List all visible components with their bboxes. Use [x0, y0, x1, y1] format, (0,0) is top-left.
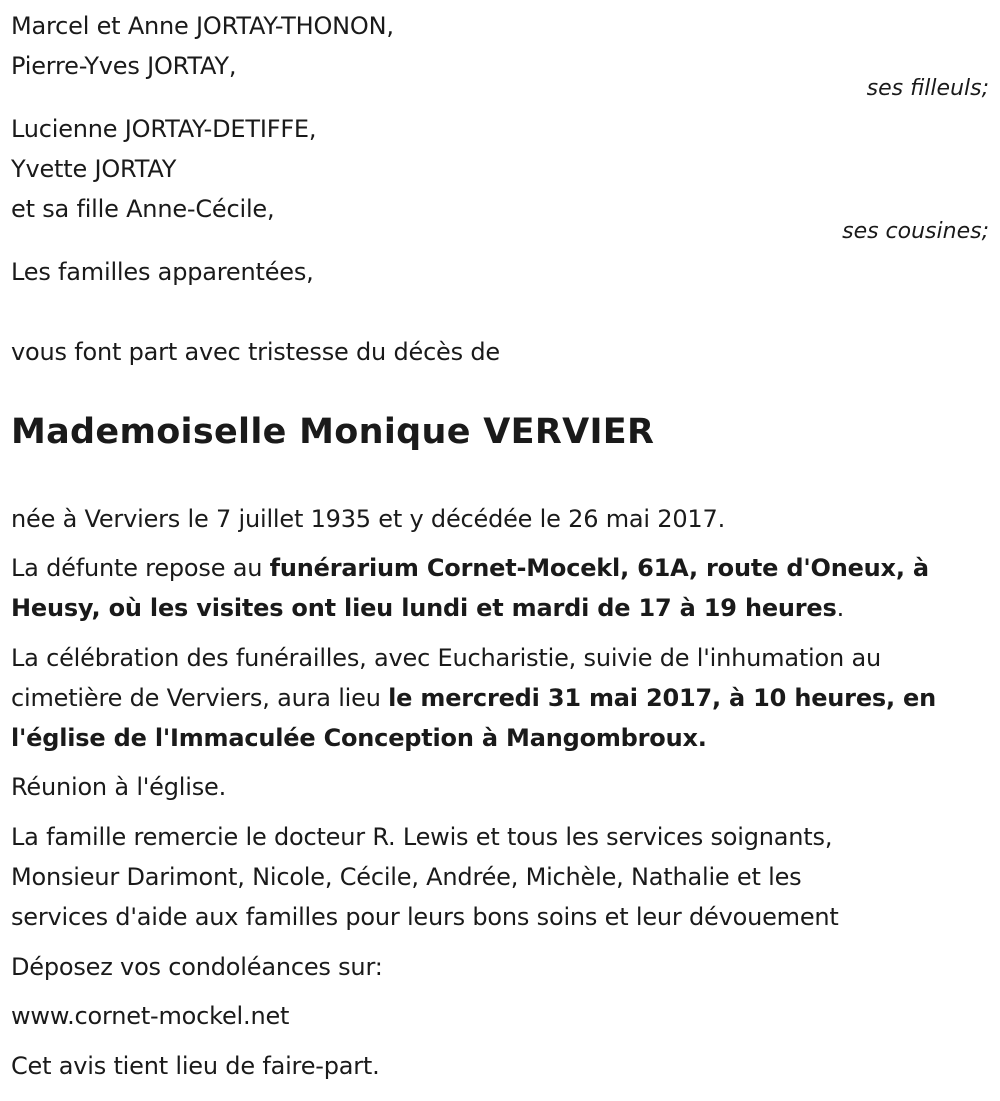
announcer-line-4: Yvette JORTAY	[11, 155, 177, 183]
ceremony-date: le mercredi 31 mai 2017, à 10 heures, en	[388, 684, 937, 712]
role-cousins: ses cousines;	[842, 219, 989, 244]
announcer-line-3: Lucienne JORTAY-DETIFFE,	[11, 115, 317, 143]
ceremony-place: l'église de l'Immaculée Conception à Mangombroux.	[11, 724, 707, 752]
repose-prefix: La défunte repose au	[11, 554, 270, 582]
thanks-line-3: services d'aide aux familles pour leurs bons soins et leur dévouement	[11, 903, 839, 931]
repose-line-1	[11, 548, 929, 588]
condolences-line: Déposez vos condoléances sur:	[11, 953, 383, 981]
announcer-line-1: Marcel et Anne JORTAY-THONON,	[11, 12, 394, 40]
website-link[interactable]: www.cornet-mockel.net	[11, 1002, 290, 1030]
repose-suffix: .	[836, 594, 845, 622]
thanks-line-2: Monsieur Darimont, Nicole, Cécile, Andrée, Michèle, Nathalie et les	[11, 863, 802, 891]
announcer-line-6: Les familles apparentées,	[11, 258, 314, 286]
intro-text: vous font part avec tristesse du décès de	[11, 338, 500, 366]
ceremony-line-1: La célébration des funérailles, avec Eucharistie, suivie de l'inhumation au	[11, 644, 881, 672]
closing-line: Cet avis tient lieu de faire-part.	[11, 1052, 380, 1080]
reunion-line: Réunion à l'église.	[11, 773, 227, 801]
ceremony-line-2	[11, 678, 936, 718]
thanks-line-1: La famille remercie le docteur R. Lewis et tous les services soignants,	[11, 823, 833, 851]
role-godchildren: ses filleuls;	[866, 76, 989, 101]
ceremony-prefix: cimetière de Verviers, aura lieu	[11, 684, 389, 712]
announcer-line-2: Pierre-Yves JORTAY,	[11, 52, 237, 80]
announcer-line-5: et sa fille Anne-Cécile,	[11, 195, 275, 223]
repose-visits: Heusy, où les visites ont lieu lundi et mardi de 17 à 19 heures	[11, 594, 837, 622]
repose-line-2	[11, 588, 844, 628]
repose-location: funérarium Cornet-Mocekl, 61A, route d'Oneux, à	[269, 554, 929, 582]
birth-death-line: née à Verviers le 7 juillet 1935 et y décédée le 26 mai 2017.	[11, 505, 725, 533]
deceased-name: Mademoiselle Monique VERVIER	[11, 412, 655, 452]
ceremony-line-3	[11, 718, 707, 758]
